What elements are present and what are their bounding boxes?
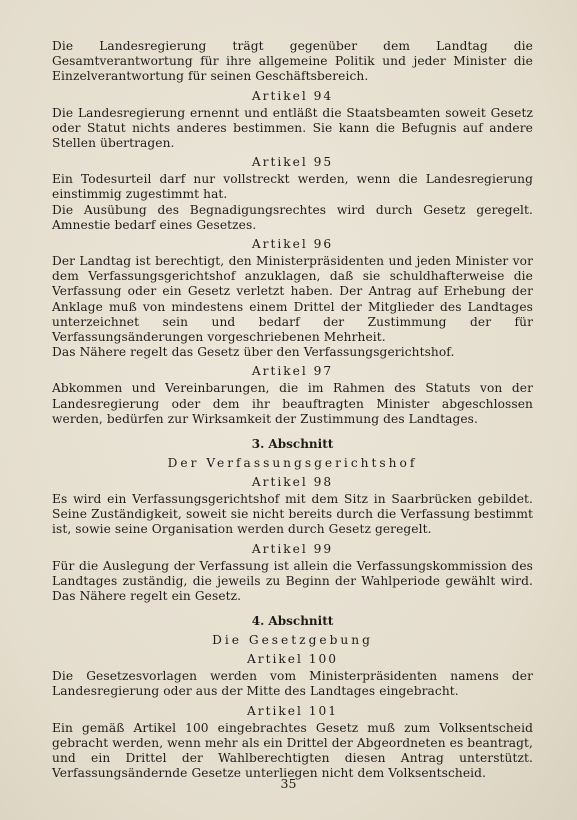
article-paragraph: Die Landesregierung ernennt und entläßt die Staatsbeamten soweit Gesetz oder Statut nichts anderes bestimmen. Sie kann die Befugnis auf andere Stellen übertragen.: [52, 105, 533, 151]
article-paragraph: Es wird ein Verfassungsgerichtshof mit dem Sitz in Saarbrücken gebildet. Seine Zuständigkeit, soweit sie nicht bereits durch die Verfassung bestimmt ist, sowie seine Organisation werden durch Gesetz geregelt.: [52, 492, 533, 537]
article-heading: Artikel 100: [246, 652, 339, 667]
section-number: 3. Abschnitt: [251, 437, 334, 452]
section-number: 4. Abschnitt: [251, 614, 334, 629]
article-101: [52, 703, 533, 782]
article-paragraph: Der Landtag ist berechtigt, den Ministerpräsidenten und jeden Minister vor dem Verfassungsgerichtshof anzuklagen, daß sie schuldhafterweise die Verfassung oder ein Gesetz verletzt haben. Der Antrag auf Erhebung der Anklage muß von mindestens einem Drittel der Mitglieder des Landtages unterzeichnet sein und bedarf der Zustimmung der für Verfassungsänderungen vorgeschriebenen Mehrheit.: [52, 254, 533, 345]
article-95: [52, 154, 533, 233]
article-paragraph: Das Nähere regelt das Gesetz über den Verfassungsgerichtshof.: [52, 345, 455, 360]
article-97: [52, 363, 533, 427]
article-94: [52, 88, 533, 152]
article-heading: Artikel 96: [251, 237, 334, 252]
article-heading: Artikel 97: [251, 364, 334, 379]
page-number: 35: [280, 776, 297, 791]
intro-paragraph: Die Landesregierung trägt gegenüber dem Landtag die Gesamtverantwortung für ihre allgemeine Politik und jeder Minister die Einzelverantwortung für seinen Geschäftsbereich.: [52, 39, 533, 84]
article-paragraph: Für die Auslegung der Verfassung ist allein die Verfassungskommission des Landtages zuständig, die jeweils zu Beginn der Wahlperiode gewählt wird. Das Nähere regelt ein Gesetz.: [52, 558, 533, 604]
article-paragraph: Ein Todesurteil darf nur vollstreckt werden, wenn die Landesregierung einstimmig zugestimmt hat.: [52, 172, 533, 202]
article-heading: Artikel 94: [251, 88, 334, 103]
article-paragraph: Abkommen und Vereinbarungen, die im Rahmen des Statuts von der Landesregierung oder dem ihr beauftragten Minister abgeschlossen werden, bedürfen zur Wirksamkeit der Zustimmung des Landtages.: [52, 381, 533, 426]
article-98: [52, 474, 533, 538]
article-heading: Artikel 95: [251, 155, 334, 170]
article-heading: Artikel 98: [251, 475, 334, 490]
article-paragraph: Die Ausübung des Begnadigungsrechtes wird durch Gesetz geregelt. Amnestie bedarf eines Gesetzes.: [52, 202, 533, 232]
article-paragraph: Ein gemäß Artikel 100 eingebrachtes Gesetz muß zum Volksentscheid gebracht werden, wenn mehr als ein Drittel der Abgeordneten es beantragt, und ein Drittel der Wahlberechtigten diesen Antrag unterstützt. Verfassungsändernde Gesetze unterliegen nicht dem Volksentscheid.: [52, 720, 533, 781]
article-heading: Artikel 99: [251, 541, 334, 556]
article-100: [52, 651, 533, 699]
article-99: [52, 541, 533, 605]
section-title: Der Verfassungsgerichtshof: [167, 456, 418, 471]
article-heading: Artikel 101: [246, 703, 339, 718]
article-paragraph: Die Gesetzesvorlagen werden vom Ministerpräsidenten namens der Landesregierung oder aus der Mitte des Landtages eingebracht.: [52, 669, 533, 699]
section-title: Die Gesetzgebung: [212, 633, 373, 648]
article-96: [52, 236, 533, 360]
